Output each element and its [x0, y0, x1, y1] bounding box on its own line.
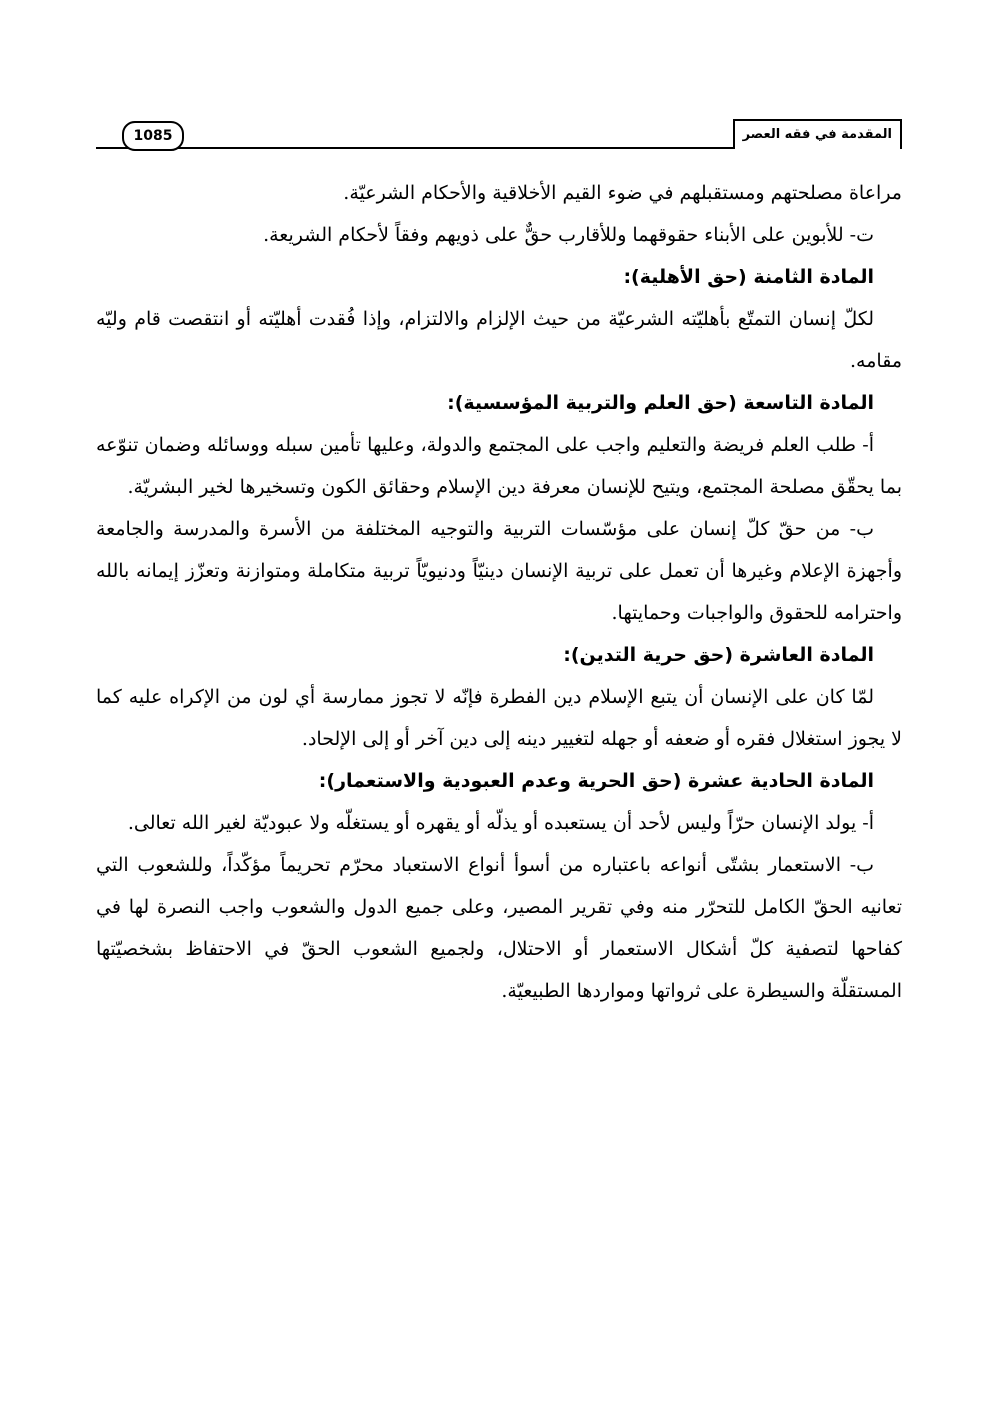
- paragraph-article-9-b: ب- من حقّ كلّ إنسان على مؤسّسات التربية والتوجيه المختلفة من الأسرة والمدرسة والجامعة وأجهزة الإعلام وغيرها أن تعمل على تربية الإنسان دينيّاً ودنيويّاً تربية متكاملة ومتوازنة وتعزّز إيمانه بالله واحترامه للحقوق والواجبات وحمايتها.: [96, 518, 902, 624]
- page-body: [96, 172, 902, 1012]
- paragraph-article-11-a: أ- يولد الإنسان حرّاً وليس لأحد أن يستعبده أو يذلّه أو يقهره أو يستغلّه ولا عبوديّة لغير الله تعالى.: [127, 812, 874, 834]
- heading-article-9: المادة التاسعة (حق العلم والتربية المؤسسية):: [447, 392, 874, 414]
- paragraph-clause-ta: ت- للأبوين على الأبناء حقوقهما وللأقارب حقٌّ على ذويهم وفقاً لأحكام الشريعة.: [263, 224, 874, 246]
- paragraph-article-10: لمّا كان على الإنسان أن يتبع الإسلام دين الفطرة فإنّه لا تجوز ممارسة أي لون من الإكراه عليه كما لا يجوز استغلال فقره أو ضعفه أو جهله لتغيير دينه إلى دين آخر أو إلى الإلحاد.: [96, 686, 902, 750]
- paragraph-article-8: لكلّ إنسان التمتّع بأهليّته الشرعيّة من حيث الإلزام والالتزام، وإذا فُقدت أهليّته أو انتقصت قام وليّه مقامه.: [96, 308, 902, 372]
- page-number: 1085: [122, 121, 184, 151]
- heading-article-10: المادة العاشرة (حق حرية التدين):: [563, 644, 874, 666]
- heading-article-11: المادة الحادية عشرة (حق الحرية وعدم العبودية والاستعمار):: [318, 770, 874, 792]
- running-title: المقدمة في فقه العصر: [733, 119, 902, 149]
- paragraph-continuation: مراعاة مصلحتهم ومستقبلهم في ضوء القيم الأخلاقية والأحكام الشرعيّة.: [343, 182, 902, 204]
- heading-article-8: المادة الثامنة (حق الأهلية):: [623, 266, 874, 288]
- paragraph-article-9-a: أ- طلب العلم فريضة والتعليم واجب على المجتمع والدولة، وعليها تأمين سبله ووسائله وضمان تنوّعه بما يحقّق مصلحة المجتمع، ويتيح للإنسان معرفة دين الإسلام وحقائق الكون وتسخيرها لخير البشريّة.: [96, 434, 902, 498]
- paragraph-article-11-b: ب- الاستعمار بشتّى أنواعه باعتباره من أسوأ أنواع الاستعباد محرّم تحريماً مؤكّداً، وللشعوب التي تعانيه الحقّ الكامل للتحرّر منه وفي تقرير المصير، وعلى جميع الدول والشعوب واجب النصرة لها في كفاحها لتصفية كلّ أشكال الاستعمار أو الاحتلال، ولجميع الشعوب الحقّ في الاحتفاظ بشخصيّتها المستقلّة والسيطرة على ثرواتها ومواردها الطبيعيّة.: [96, 854, 902, 1002]
- page-header: [96, 117, 902, 151]
